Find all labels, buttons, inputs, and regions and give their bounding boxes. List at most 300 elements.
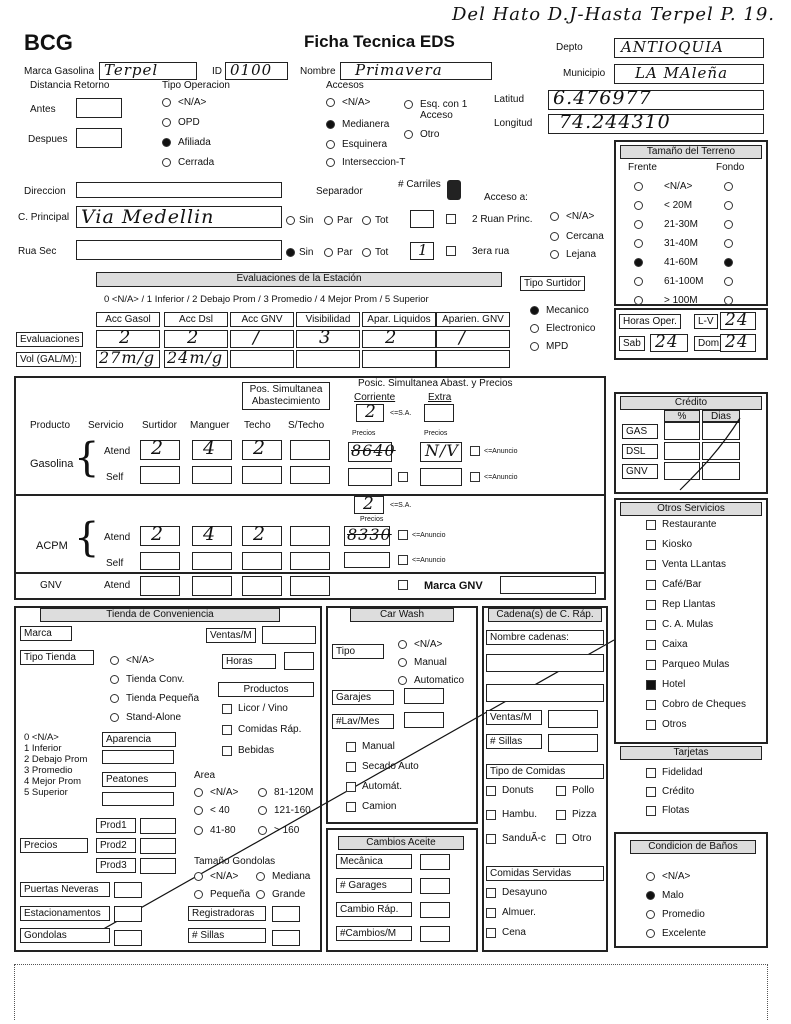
comida-label: Pizza xyxy=(572,809,597,820)
car-wash-title: Car Wash xyxy=(350,608,454,622)
sab-label: Sab xyxy=(619,336,645,351)
otros-servicio-label: Hotel xyxy=(662,679,686,690)
tipo-tienda-option: Tienda Pequeña xyxy=(126,693,200,704)
tamano-gondolas-label: Tamaño Gondolas xyxy=(194,856,276,867)
cambio-label: Cambio Ráp. xyxy=(336,902,412,917)
tarjeta-label: Flotas xyxy=(662,805,690,816)
credito-row-label: DSL xyxy=(622,444,658,459)
otros-servicio-check[interactable] xyxy=(646,620,656,630)
otros-servicio-label: C. A. Mulas xyxy=(662,619,714,630)
producto-check[interactable] xyxy=(222,704,232,714)
marca-gasolina-field[interactable]: Terpel xyxy=(99,62,197,80)
terreno-option: 61-100M xyxy=(664,276,704,287)
car-wash-tipo-radio[interactable] xyxy=(398,676,407,685)
gondolas-field[interactable] xyxy=(114,930,142,946)
otros-servicio-check[interactable] xyxy=(646,520,656,530)
gondolas-label: Gondolas xyxy=(20,928,110,943)
evaluaciones-title: Evaluaciones de la Estación xyxy=(96,272,502,287)
producto-col-header: Manguer xyxy=(190,420,230,431)
credito-row-label: GAS xyxy=(622,424,658,439)
tamano-terreno-title: Tamaño del Terreno xyxy=(620,145,762,159)
comida-check[interactable] xyxy=(486,786,496,796)
comida-check[interactable] xyxy=(486,810,496,820)
tipo-surtidor-option: MPD xyxy=(546,341,569,352)
precios-label: Precios xyxy=(360,516,384,523)
despues-label: Despues xyxy=(28,134,68,145)
separador-label: Separador xyxy=(316,186,363,197)
car-wash-check[interactable] xyxy=(346,742,356,752)
garajes-field[interactable] xyxy=(404,688,444,704)
grid-value: 2 xyxy=(253,523,267,545)
sa-label: <=S.A. xyxy=(390,502,412,509)
page-border xyxy=(14,964,768,1020)
terreno-option: 21-30M xyxy=(664,219,698,230)
comida-label: Pollo xyxy=(572,785,595,796)
dom-label: Dom xyxy=(694,336,723,351)
area-option: 81-120M xyxy=(274,787,314,798)
nombre-field[interactable]: Primavera xyxy=(340,62,492,80)
comida-label: Donuts xyxy=(502,785,534,796)
ventas-label: Ventas/M xyxy=(206,628,256,643)
car-wash-tipo-radio[interactable] xyxy=(398,640,407,649)
vol-label: Vol (GAL/M): xyxy=(16,352,81,367)
otros-servicio-label: Rep Llantas xyxy=(662,599,716,610)
lv-label: L-V xyxy=(694,314,718,329)
comidas-servidas-label: Comidas Servidas xyxy=(486,866,604,881)
otros-servicio-check[interactable] xyxy=(646,540,656,550)
producto-check[interactable] xyxy=(222,725,232,735)
latitud-label: Latitud xyxy=(494,94,525,105)
gondola-radio[interactable] xyxy=(194,890,203,899)
area-option: <N/A> xyxy=(210,787,239,798)
tipo-operacion-label: Tipo Operacion xyxy=(162,80,230,91)
vol-value-text: 24m/g xyxy=(167,348,224,367)
area-radio[interactable] xyxy=(194,788,203,797)
tipo-operacion-option: Cerrada xyxy=(178,157,215,168)
separador-option: Par xyxy=(337,215,353,226)
acceso-3era-label: 3era rua xyxy=(472,246,510,257)
banos-radio[interactable] xyxy=(646,891,655,900)
accesos-option: Interseccion-T xyxy=(342,157,406,168)
otros-servicio-label: Restaurante xyxy=(662,519,717,530)
peatones-label: Peatones xyxy=(102,772,176,787)
tipo-tienda-option: Tienda Conv. xyxy=(126,674,185,685)
evaluacion-col-header: Acc Gasol xyxy=(96,312,160,327)
acceso-2ruan-label: 2 Ruan Princ. xyxy=(472,214,533,225)
banos-radio[interactable] xyxy=(646,929,655,938)
rua-sec-label: Rua Sec xyxy=(18,246,57,257)
area-option: 121-160 xyxy=(274,805,311,816)
nombre-cadenas-label: Nombre cadenas: xyxy=(486,630,604,645)
otros-servicios-title: Otros Servicios xyxy=(620,502,762,516)
comida-label: SanduÃ-c xyxy=(502,833,546,844)
servida-check[interactable] xyxy=(486,928,496,938)
atend-label: Atend xyxy=(104,532,131,543)
evaluacion-value-text: / xyxy=(253,327,261,348)
comida-label: Otro xyxy=(572,833,592,844)
otros-servicio-check[interactable] xyxy=(646,560,656,570)
tarjetas-title: Tarjetas xyxy=(620,746,762,760)
scale-item: 0 <N/A> xyxy=(24,732,59,743)
servida-label: Almuer. xyxy=(502,907,536,918)
frente-label: Frente xyxy=(628,162,657,173)
otros-servicio-check[interactable] xyxy=(646,720,656,730)
depto-field[interactable]: ANTIOQUIA xyxy=(614,38,764,58)
terreno-option: < 20M xyxy=(664,200,693,211)
posic-precios-label: Posic. Simultanea Abast. y Precios xyxy=(358,378,513,389)
gondola-option: Pequeña xyxy=(210,889,251,900)
gasolina-label: Gasolina xyxy=(30,458,74,470)
distancia-retorno-label: Distancia Retorno xyxy=(30,80,110,91)
credito-title: Crédito xyxy=(620,396,762,410)
atend-label: Atend xyxy=(104,446,131,457)
tipo-operacion-option: OPD xyxy=(178,117,200,128)
anuncio-label: <=Anuncio xyxy=(412,532,446,539)
comida-label: Hambu. xyxy=(502,809,538,820)
gasolina-precio-corriente[interactable]: 8640 xyxy=(348,442,392,462)
cambio-label: # Garages xyxy=(336,878,412,893)
lav-mes-label: #Lav/Mes xyxy=(332,714,394,729)
direccion-label: Direccion xyxy=(24,186,66,197)
area-radio[interactable] xyxy=(194,826,203,835)
c-principal-field[interactable]: Via Medellin xyxy=(76,206,282,228)
servida-check[interactable] xyxy=(486,888,496,898)
prod-field[interactable] xyxy=(140,858,176,874)
car-wash-label: Automát. xyxy=(362,781,403,792)
prod-field[interactable] xyxy=(140,818,176,834)
marca-label: Marca xyxy=(20,626,72,641)
productos-label: Productos xyxy=(218,682,314,697)
longitud-field[interactable]: 74.244310 xyxy=(548,114,764,134)
distancia-option: <N/A> xyxy=(566,211,595,222)
grid-value: 2 xyxy=(151,437,165,459)
otros-servicio-check[interactable] xyxy=(646,580,656,590)
vol-value-text: 27m/g xyxy=(99,348,156,367)
distancia-option: Cercana xyxy=(566,231,604,242)
aparencia-field[interactable] xyxy=(102,750,174,764)
evaluacion-col-header: Acc GNV xyxy=(230,312,294,327)
producto-label: Licor / Vino xyxy=(238,703,288,714)
puertas-neveras-label: Puertas Neveras xyxy=(20,882,110,897)
estacionamentos-label: Estacionamentos xyxy=(20,906,110,921)
scale-item: 2 Debajo Prom xyxy=(24,754,88,765)
municipio-field[interactable]: LA MAleña xyxy=(614,64,764,84)
terreno-option: > 100M xyxy=(664,295,698,306)
marca-gnv-label: Marca GNV xyxy=(424,580,483,592)
pct-label: % xyxy=(664,410,700,422)
prod-label: Prod1 xyxy=(96,818,136,833)
otros-servicio-label: Café/Bar xyxy=(662,579,702,590)
estacionamentos-field[interactable] xyxy=(114,906,142,922)
otros-servicio-check[interactable] xyxy=(646,700,656,710)
horas-label: Horas xyxy=(222,654,276,669)
tipo-surtidor-option: Mecanico xyxy=(546,305,589,316)
area-option: < 40 xyxy=(210,805,230,816)
terreno-option: 31-40M xyxy=(664,238,698,249)
aparencia-label: Aparencia xyxy=(102,732,176,747)
banos-option: <N/A> xyxy=(662,871,691,882)
cambios-aceite-title: Cambios Aceite xyxy=(338,836,464,850)
car-wash-label: Secado Auto xyxy=(362,761,419,772)
cambio-field[interactable] xyxy=(420,878,450,894)
atend-label: Atend xyxy=(104,580,131,591)
banos-option: Promedio xyxy=(662,909,705,920)
scale-item: 5 Superior xyxy=(24,787,68,798)
nombre-cadenas-field[interactable] xyxy=(486,684,604,702)
tipo-tienda-option: Stand-Alone xyxy=(126,712,182,723)
page-title: Ficha Tecnica EDS xyxy=(304,32,455,51)
car-wash-check[interactable] xyxy=(346,782,356,792)
prod-field[interactable] xyxy=(140,838,176,854)
lav-mes-field[interactable] xyxy=(404,712,444,728)
otros-servicio-check[interactable] xyxy=(646,660,656,670)
scale-item: 4 Mejor Prom xyxy=(24,776,82,787)
tipo-tienda-radio[interactable] xyxy=(110,675,119,684)
producto-col-header: Techo xyxy=(244,420,271,431)
area-option: 41-80 xyxy=(210,825,236,836)
tarjeta-label: Crédito xyxy=(662,786,695,797)
registradoras-label: Registradoras xyxy=(188,906,266,921)
distancia-option: Lejana xyxy=(566,249,597,260)
area-radio[interactable] xyxy=(258,826,267,835)
grid-value: 2 xyxy=(253,437,267,459)
terreno-option: 41-60M xyxy=(664,257,698,268)
cambio-field[interactable] xyxy=(420,854,450,870)
cadenas-title: Cadena(s) de C. Ráp. xyxy=(488,608,602,622)
terreno-option: <N/A> xyxy=(664,181,693,192)
otros-servicio-label: Caixa xyxy=(662,639,688,650)
area-radio[interactable] xyxy=(258,806,267,815)
otros-servicio-label: Kiosko xyxy=(662,539,693,550)
lv-field[interactable]: 24 xyxy=(720,312,756,330)
tipo-comidas-label: Tipo de Comidas xyxy=(486,764,604,779)
sillas-field[interactable] xyxy=(272,930,300,946)
otros-servicio-label: Cobro de Cheques xyxy=(662,699,746,710)
evaluaciones-scale: 0 <N/A> / 1 Inferior / 2 Debajo Prom / 3 Promedio / 4 Mejor Prom / 5 Superior xyxy=(104,294,429,305)
acceso-a-label: Acceso a: xyxy=(484,192,528,203)
tipo-tienda-radio[interactable] xyxy=(110,694,119,703)
grid-value: 2 xyxy=(151,523,165,545)
cambio-field[interactable] xyxy=(420,926,450,942)
scale-item: 3 Promedio xyxy=(24,765,73,776)
grid-value: 4 xyxy=(203,523,217,545)
separador-option: Tot xyxy=(375,215,389,226)
otros-servicio-label: Venta LLantas xyxy=(662,559,726,570)
comida-check[interactable] xyxy=(486,834,496,844)
marca-gasolina-label: Marca Gasolina xyxy=(24,66,95,77)
garajes-label: Garajes xyxy=(332,690,394,705)
tipo-tienda-radio[interactable] xyxy=(110,656,119,665)
comida-check[interactable] xyxy=(556,834,566,844)
antes-label: Antes xyxy=(30,104,56,115)
gnv-label: GNV xyxy=(40,580,62,591)
gasolina-sa-field[interactable]: 2 xyxy=(356,404,384,422)
carriles-rua-field[interactable]: 1 xyxy=(410,242,434,260)
accesos-option: Medianera xyxy=(342,119,390,130)
car-wash-tipo-radio[interactable] xyxy=(398,658,407,667)
car-wash-tipo-option: Automatico xyxy=(414,675,465,686)
area-label: Area xyxy=(194,770,216,781)
otros-servicio-label: Otros xyxy=(662,719,687,730)
precios-tienda-label: Precios xyxy=(20,838,88,853)
car-wash-check[interactable] xyxy=(346,762,356,772)
accesos-label: Accesos xyxy=(326,80,364,91)
accesos-option: Esq. con 1 Acceso xyxy=(420,99,468,121)
otros-servicio-check[interactable] xyxy=(646,600,656,610)
evaluaciones-label: Evaluaciones xyxy=(16,332,83,347)
dom-field[interactable]: 24 xyxy=(720,334,756,352)
tipo-operacion-option: Afiliada xyxy=(178,137,211,148)
comida-check[interactable] xyxy=(556,810,566,820)
anuncio-label: <=Anuncio xyxy=(484,474,518,481)
tipo-operacion-option: <N/A> xyxy=(178,97,207,108)
id-field[interactable]: 0100 xyxy=(225,62,288,80)
gondola-radio[interactable] xyxy=(256,872,265,881)
gondola-radio[interactable] xyxy=(256,890,265,899)
tipo-surtidor-label: Tipo Surtidor xyxy=(520,276,585,291)
cambio-field[interactable] xyxy=(420,902,450,918)
puertas-field[interactable] xyxy=(114,882,142,898)
precios-label: Precios xyxy=(352,430,376,437)
sillas-label: # Sillas xyxy=(188,928,266,943)
accesos-option: <N/A> xyxy=(342,97,371,108)
anuncio-label: <=Anuncio xyxy=(412,557,446,564)
banos-option: Excelente xyxy=(662,928,706,939)
separador-option: Sin xyxy=(299,247,314,258)
evaluacion-value-text: 2 xyxy=(385,327,398,348)
municipio-label: Municipio xyxy=(563,68,606,79)
evaluacion-value-text: 2 xyxy=(119,327,132,348)
anuncio-label: <=Anuncio xyxy=(484,448,518,455)
credito-row-label: GNV xyxy=(622,464,658,479)
producto-label: Comidas Ráp. xyxy=(238,724,302,735)
evaluacion-col-header: Visibilidad xyxy=(296,312,360,327)
evaluacion-col-header: Apar. Liquidos xyxy=(362,312,436,327)
acpm-label: ACPM xyxy=(36,540,68,552)
peatones-field[interactable] xyxy=(102,792,174,806)
tarjeta-check[interactable] xyxy=(646,787,656,797)
prod-label: Prod2 xyxy=(96,838,136,853)
car-wash-label: Camion xyxy=(362,801,397,812)
banos-option: Malo xyxy=(662,890,684,901)
acpm-precio[interactable]: 8330 xyxy=(344,526,390,546)
prod-label: Prod3 xyxy=(96,858,136,873)
sillas-cadena-field[interactable] xyxy=(548,734,598,752)
tipo-surtidor-option: Electronico xyxy=(546,323,596,334)
servida-label: Cena xyxy=(502,927,526,938)
ventas-cadena-label: Ventas/M xyxy=(486,710,542,725)
servida-check[interactable] xyxy=(486,908,496,918)
corriente-label: Corriente xyxy=(354,392,396,403)
logo: BCG xyxy=(24,30,73,55)
handwritten-note: Del Hato D.J-Hasta Terpel P. 19. xyxy=(452,4,775,25)
accesos-option: Otro xyxy=(420,129,440,140)
latitud-field[interactable]: 6.476977 xyxy=(548,90,764,110)
acpm-sa-field[interactable]: 2 xyxy=(354,496,384,514)
tienda-ventas-field[interactable] xyxy=(262,626,316,644)
longitud-label: Longitud xyxy=(494,118,533,129)
fondo-label: Fondo xyxy=(716,162,745,173)
brace-icon: { xyxy=(74,435,100,481)
id-label: ID xyxy=(212,66,222,77)
gasolina-precio-extra[interactable]: N/V xyxy=(420,442,462,462)
condicion-banos-title: Condicion de Baños xyxy=(630,840,756,854)
cambio-label: Mecânica xyxy=(336,854,412,869)
otros-servicio-label: Parqueo Mulas xyxy=(662,659,730,670)
ventas-cadena-field[interactable] xyxy=(548,710,598,728)
grid-value: 4 xyxy=(203,437,217,459)
gondola-option: Mediana xyxy=(272,871,311,882)
evaluacion-value-text: 3 xyxy=(319,327,332,348)
area-radio[interactable] xyxy=(194,806,203,815)
sa-label: <=S.A. xyxy=(390,410,412,417)
banos-radio[interactable] xyxy=(646,910,655,919)
tarjeta-check[interactable] xyxy=(646,768,656,778)
nombre-label: Nombre xyxy=(300,66,336,77)
tipo-tienda-option: <N/A> xyxy=(126,655,155,666)
tipo-tienda-radio[interactable] xyxy=(110,713,119,722)
gondola-radio[interactable] xyxy=(194,872,203,881)
producto-col-header: Servicio xyxy=(88,420,124,431)
tienda-title: Tienda de Conveniencia xyxy=(40,608,280,622)
horas-oper-label: Horas Oper. xyxy=(619,314,681,329)
sillas-cadena-label: # Sillas xyxy=(486,734,542,749)
pos-simultanea-label: Pos. Simultanea Abastecimiento xyxy=(242,382,330,410)
producto-label: Bebidas xyxy=(238,745,275,756)
self-label: Self xyxy=(106,558,124,569)
car-wash-tipo-option: Manual xyxy=(414,657,447,668)
carriles-label: # Carriles xyxy=(398,179,441,190)
brace-icon: { xyxy=(74,515,100,561)
separador-option: Tot xyxy=(375,247,389,258)
self-label: Self xyxy=(106,472,124,483)
depto-label: Depto xyxy=(556,42,583,53)
producto-col-header: Surtidor xyxy=(142,420,178,431)
otros-servicio-check[interactable] xyxy=(646,680,656,690)
producto-col-header: Producto xyxy=(30,420,71,431)
area-option: > 160 xyxy=(274,825,300,836)
comida-check[interactable] xyxy=(556,786,566,796)
scale-item: 1 Inferior xyxy=(24,743,62,754)
dias-label: Dias xyxy=(702,410,740,422)
tarjeta-check[interactable] xyxy=(646,806,656,816)
separador-option: Sin xyxy=(299,215,314,226)
extra-label: Extra xyxy=(428,392,452,403)
car-wash-check[interactable] xyxy=(346,802,356,812)
registradoras-field[interactable] xyxy=(272,906,300,922)
evaluacion-col-header: Aparien. GNV xyxy=(436,312,510,327)
producto-check[interactable] xyxy=(222,746,232,756)
cambio-label: #Cambios/M xyxy=(336,926,412,941)
car-wash-label: Manual xyxy=(362,741,395,752)
nombre-cadenas-field[interactable] xyxy=(486,654,604,672)
banos-radio[interactable] xyxy=(646,872,655,881)
sab-field[interactable]: 24 xyxy=(650,334,688,352)
cw-tipo-label: Tipo xyxy=(332,644,384,659)
horas-field[interactable] xyxy=(284,652,314,670)
tipo-tienda-label: Tipo Tienda xyxy=(20,650,94,665)
area-radio[interactable] xyxy=(258,788,267,797)
accesos-option: Esquinera xyxy=(342,139,388,150)
servida-label: Desayuno xyxy=(502,887,548,898)
c-principal-label: C. Principal xyxy=(18,212,70,223)
producto-col-header: S/Techo xyxy=(288,420,325,431)
gondola-option: Grande xyxy=(272,889,306,900)
car-wash-tipo-option: <N/A> xyxy=(414,639,443,650)
gondola-option: <N/A> xyxy=(210,871,239,882)
otros-servicio-check[interactable] xyxy=(646,640,656,650)
evaluacion-value-text: 2 xyxy=(187,327,200,348)
